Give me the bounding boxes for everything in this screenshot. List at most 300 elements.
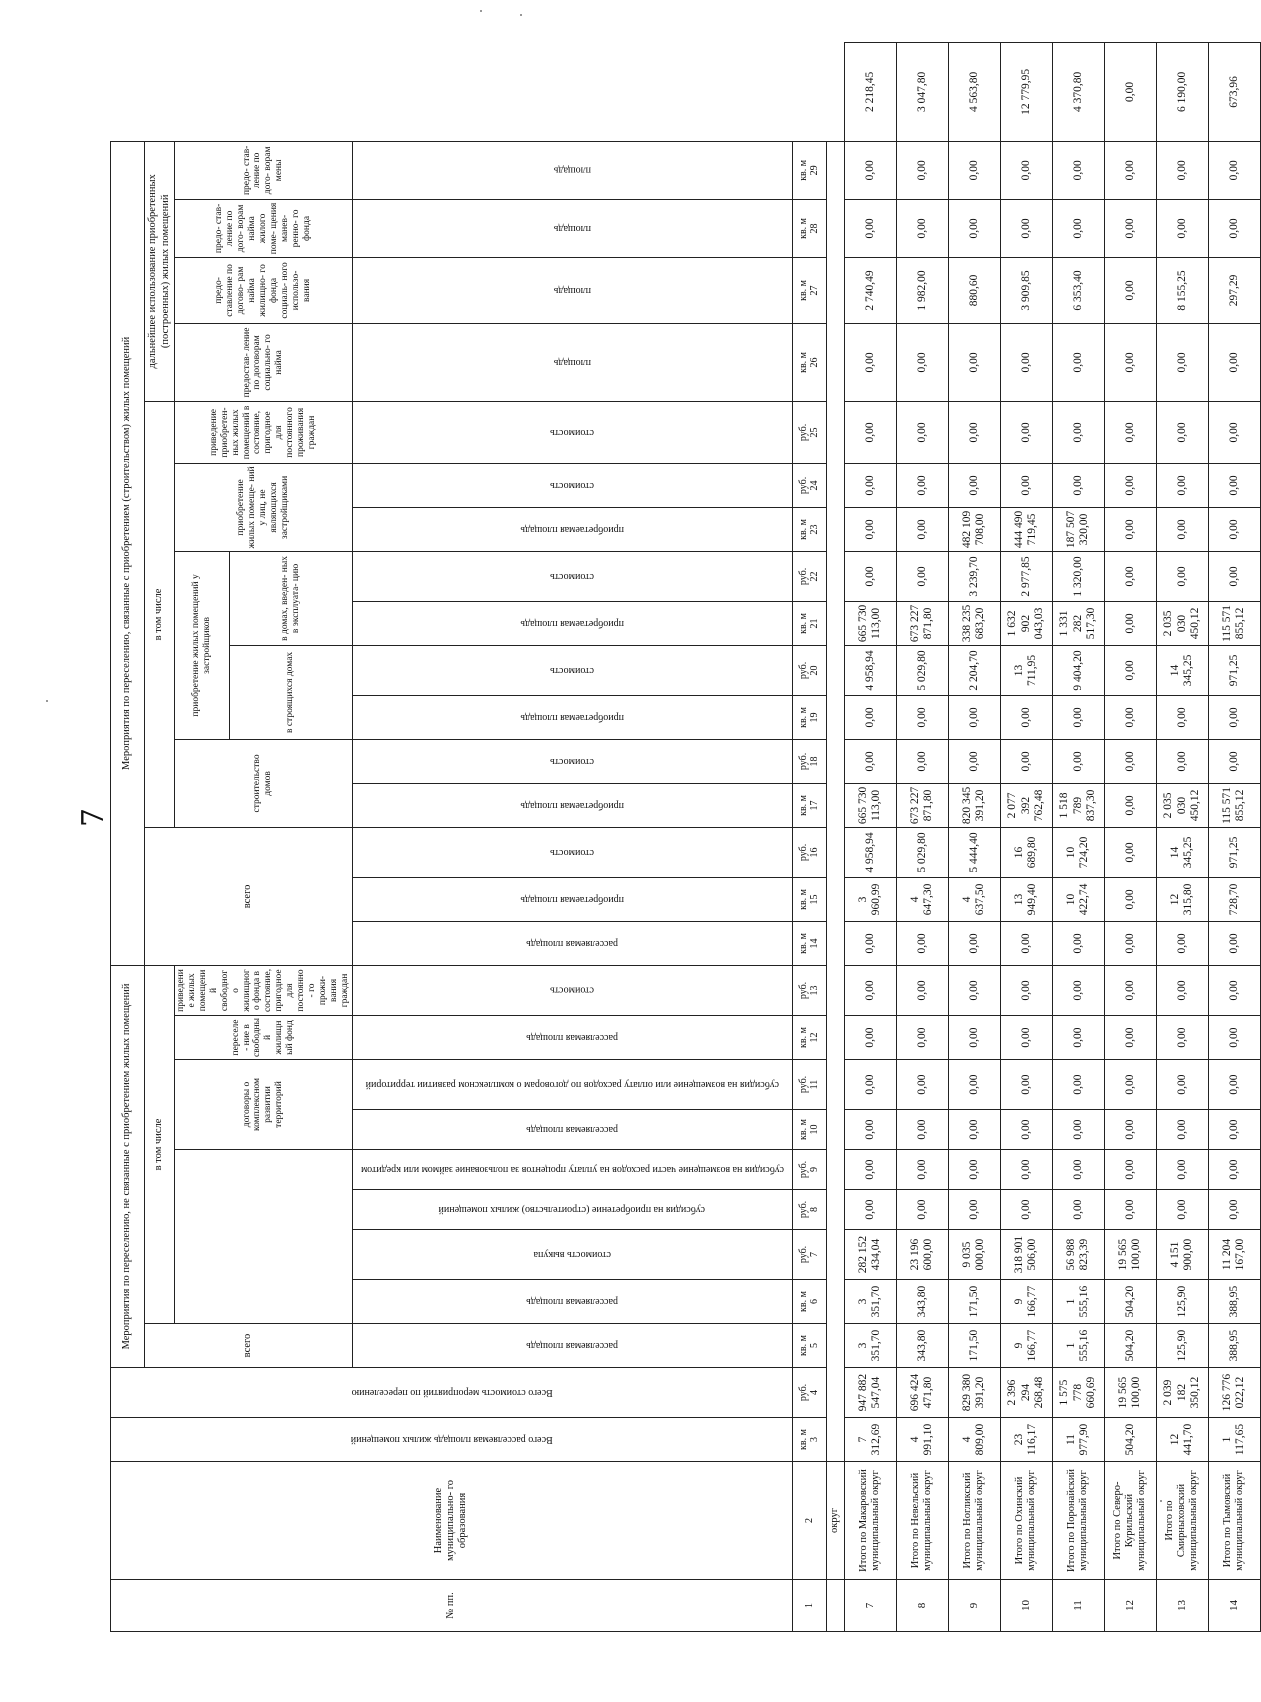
table-row [896, 43, 948, 1632]
header-privedenie-priobr: приведение приобретен- ных жилых помещений в состояние, пригодное для постоянного проживания граждан [175, 401, 353, 463]
row-municipality: Итого по Ногликский муниципальный округ [948, 1462, 1000, 1580]
cell-col-18: 0,00 [1208, 739, 1260, 783]
cell-col-25: 0,00 [896, 401, 948, 463]
cell-col-17: 2 035 030 450,12 [1156, 783, 1208, 827]
header-c23: приобретаемая площадь [352, 507, 792, 551]
col-number: 4 [809, 1390, 821, 1395]
table-row [844, 43, 896, 1632]
header-c16: стоимость [352, 827, 792, 877]
cell-col-23: 0,00 [1156, 507, 1208, 551]
cell-col-7: 4 151 900,00 [1156, 1230, 1208, 1280]
cell-col-26: 0,00 [948, 323, 1000, 401]
cell-col-9: 0,00 [1000, 1150, 1052, 1190]
cell-col-11: 0,00 [1000, 1060, 1052, 1110]
cell-col-17: 115 571 855,12 [1208, 783, 1260, 827]
header-group-not-acquisition: Мероприятия по переселению, не связанные с приобретением жилых помещений [111, 965, 145, 1367]
cell-col-6: 343,80 [896, 1280, 948, 1324]
col-number-1: 1 [792, 1580, 826, 1632]
cell-col-19: 0,00 [844, 695, 896, 739]
col-unit-12 [792, 1016, 826, 1060]
header-v-stroyash: в строящихся домах [229, 645, 352, 739]
cell-col-28: 0,00 [1052, 199, 1104, 257]
cell-col-10: 0,00 [1000, 1110, 1052, 1150]
col-number: 9 [809, 1167, 821, 1172]
cell-col-22: 2 977,85 [1000, 551, 1052, 601]
cell-col-11: 0,00 [1052, 1060, 1104, 1110]
cell-col-5: 1 555,16 [1052, 1324, 1104, 1368]
col-unit-7 [792, 1230, 826, 1280]
cell-col-7: 318 901 506,00 [1000, 1230, 1052, 1280]
cell-col-16: 971,25 [1208, 827, 1260, 877]
cell-col-24: 0,00 [844, 463, 896, 507]
cell-col-23: 0,00 [844, 507, 896, 551]
header-no: № пп. [111, 1580, 793, 1632]
col-unit-26 [792, 323, 826, 401]
row-municipality: Итого по Смирныховский муниципальный округ [1156, 1462, 1208, 1580]
row-municipality: Итого по Макаровский муниципальный округ [844, 1462, 896, 1580]
cell-col-26: 0,00 [1000, 323, 1052, 401]
cell-col-7: 282 152 434,04 [844, 1230, 896, 1280]
cell-col-11: 0,00 [948, 1060, 1000, 1110]
cell-col-15: 4 637,50 [948, 877, 1000, 921]
header-group-acquisition: Мероприятия по переселению, связанные с приобретением (строительством) жилых помещений [111, 141, 145, 965]
cell-col-10: 0,00 [1156, 1110, 1208, 1150]
cell-col-21: 1 331 282 517,30 [1052, 601, 1104, 645]
cell-col-20: 13 711,95 [1000, 645, 1052, 695]
cell-col-29: 0,00 [1208, 141, 1260, 199]
col-number: 17 [809, 800, 821, 811]
header-c17: приобретаемая площадь [352, 783, 792, 827]
cell-col-15: 12 315,80 [1156, 877, 1208, 921]
cell-col-4: 2 039 182 350,12 [1156, 1368, 1208, 1418]
cell-col-22: 0,00 [1104, 551, 1156, 601]
cell-col-26: 0,00 [896, 323, 948, 401]
cell-col-12: 0,00 [948, 1016, 1000, 1060]
cell-col-20: 2 204,70 [948, 645, 1000, 695]
cell-col-30: 673,96 [1208, 43, 1260, 142]
cell-col-29: 0,00 [1052, 141, 1104, 199]
cell-col-22: 0,00 [1156, 551, 1208, 601]
col-unit-14 [792, 921, 826, 965]
rotated-table-container [110, 42, 1247, 1632]
col-unit-29 [792, 141, 826, 199]
col-unit-23 [792, 507, 826, 551]
header-priobr-u-zastr: приобретение жилых помещений у застройщиков [175, 551, 230, 739]
cell-col-30: 0,00 [1104, 43, 1156, 142]
col-number: 14 [809, 938, 821, 949]
col-unit-5 [792, 1324, 826, 1368]
cell-col-9: 0,00 [1052, 1150, 1104, 1190]
unit-label: кв. м [797, 1027, 809, 1048]
cell-col-25: 0,00 [1156, 401, 1208, 463]
row-number: 14 [1208, 1580, 1260, 1632]
okrug-cell-empty [826, 1580, 844, 1632]
cell-col-30: 4 563,80 [948, 43, 1000, 142]
cell-col-15: 3 960,99 [844, 877, 896, 921]
row-number: 12 [1104, 1580, 1156, 1632]
cell-col-24: 0,00 [1104, 463, 1156, 507]
header-c6: расселяемая площадь [352, 1280, 792, 1324]
col-unit-3 [792, 1418, 826, 1462]
cell-col-7: 56 988 823,39 [1052, 1230, 1104, 1280]
col-unit-10 [792, 1110, 826, 1150]
cell-col-7: 23 196 600,00 [896, 1230, 948, 1280]
header-dogovor-kr: договоры о комплексном развитии территорий [175, 1060, 353, 1150]
cell-col-4: 696 424 471,80 [896, 1368, 948, 1418]
header-c7: стоимость выкупа [352, 1230, 792, 1280]
cell-col-14: 0,00 [1156, 921, 1208, 965]
cell-col-14: 0,00 [1000, 921, 1052, 965]
cell-col-21: 0,00 [1104, 601, 1156, 645]
header-c18: стоимость [352, 739, 792, 783]
header-v-tom-chisle-1: в том числе [145, 965, 175, 1323]
unit-label: руб. [797, 1160, 809, 1179]
cell-col-12: 0,00 [1156, 1016, 1208, 1060]
col-number: 19 [809, 712, 821, 723]
cell-col-13: 0,00 [948, 965, 1000, 1015]
cell-col-12: 0,00 [1208, 1016, 1260, 1060]
cell-col-13: 0,00 [1208, 965, 1260, 1015]
cell-col-8: 0,00 [1208, 1190, 1260, 1230]
page-number: 7 [76, 807, 112, 828]
cell-col-22: 0,00 [896, 551, 948, 601]
unit-label: кв. м [797, 1119, 809, 1140]
cell-col-24: 0,00 [1052, 463, 1104, 507]
unit-label: руб. [797, 1075, 809, 1094]
units-row [792, 43, 826, 1632]
cell-col-27: 0,00 [1104, 257, 1156, 323]
cell-col-29: 0,00 [844, 141, 896, 199]
cell-col-28: 0,00 [844, 199, 896, 257]
cell-col-16: 14 345,25 [1156, 827, 1208, 877]
cell-col-12: 0,00 [896, 1016, 948, 1060]
col-number: 27 [809, 285, 821, 296]
col-number: 22 [809, 571, 821, 582]
cell-col-16: 10 724,20 [1052, 827, 1104, 877]
table-row [1208, 43, 1260, 1632]
cell-col-29: 0,00 [1104, 141, 1156, 199]
cell-col-21: 665 730 113,00 [844, 601, 896, 645]
cell-col-24: 0,00 [1156, 463, 1208, 507]
cell-col-30: 2 218,45 [844, 43, 896, 142]
cell-col-17: 0,00 [1104, 783, 1156, 827]
col-number: 23 [809, 524, 821, 535]
cell-col-3: 4 809,00 [948, 1418, 1000, 1462]
cell-col-20: 971,25 [1208, 645, 1260, 695]
unit-label: кв. м [797, 706, 809, 728]
cell-col-22: 3 239,70 [948, 551, 1000, 601]
cell-col-19: 0,00 [1156, 695, 1208, 739]
header-c15: приобретаемая площадь [352, 877, 792, 921]
col-unit-28 [792, 199, 826, 257]
col-number: 3 [809, 1437, 821, 1442]
header-total-area: Всего расселяемая площадь жилых помещений [111, 1418, 793, 1462]
cell-col-4: 1 575 778 660,69 [1052, 1368, 1104, 1418]
cell-col-9: 0,00 [896, 1150, 948, 1190]
cell-col-14: 0,00 [1104, 921, 1156, 965]
cell-col-21: 338 235 683,20 [948, 601, 1000, 645]
col-unit-9 [792, 1150, 826, 1190]
cell-col-29: 0,00 [1156, 141, 1208, 199]
cell-col-26: 0,00 [1052, 323, 1104, 401]
unit-label: руб. [797, 476, 809, 495]
header-v-vvedennyh: в домах, введен- ных в эксплуата- цию [229, 551, 352, 645]
cell-col-30: 3 047,80 [896, 43, 948, 142]
cell-col-11: 0,00 [1156, 1060, 1208, 1110]
cell-col-23: 187 507 320,00 [1052, 507, 1104, 551]
cell-col-16: 0,00 [1104, 827, 1156, 877]
cell-col-19: 0,00 [1052, 695, 1104, 739]
cell-col-25: 0,00 [1052, 401, 1104, 463]
cell-col-14: 0,00 [896, 921, 948, 965]
cell-col-14: 0,00 [844, 921, 896, 965]
col-unit-27 [792, 257, 826, 323]
header-c29: площадь [352, 141, 792, 199]
header-dalneyshee: дальнейшее использование приобретенных (построенных) жилых помещений [145, 141, 175, 401]
row-municipality: Итого по Невельский муниципальный округ [896, 1462, 948, 1580]
cell-col-7: 11 204 167,00 [1208, 1230, 1260, 1280]
header-c19: приобретаемая площадь [352, 695, 792, 739]
col-number: 21 [809, 618, 821, 629]
cell-col-5: 125,90 [1156, 1324, 1208, 1368]
header-v-tom-chisle-2: в том числе [145, 401, 175, 827]
cell-col-12: 0,00 [844, 1016, 896, 1060]
col-unit-18 [792, 739, 826, 783]
row-number: 9 [948, 1580, 1000, 1632]
col-number: 5 [809, 1343, 821, 1348]
cell-col-25: 0,00 [1104, 401, 1156, 463]
col-unit-22 [792, 551, 826, 601]
cell-col-11: 0,00 [844, 1060, 896, 1110]
header-c21: приобретаемая площадь [352, 601, 792, 645]
col-number: 26 [809, 357, 821, 368]
cell-col-8: 0,00 [1104, 1190, 1156, 1230]
header-predost-soc: предостав- ление по договорам социально- го найма [175, 323, 353, 401]
cell-col-8: 0,00 [1156, 1190, 1208, 1230]
col-number: 12 [809, 1032, 821, 1043]
header-c8: субсидия на приобретение (строительство) жилых помещений [352, 1190, 792, 1230]
col-unit-6 [792, 1280, 826, 1324]
row-number: 11 [1052, 1580, 1104, 1632]
cell-col-15: 728,70 [1208, 877, 1260, 921]
header-c11: субсидия на возмещение или оплату расходов по договорам о комплексном развитии территорий [352, 1060, 792, 1110]
cell-col-9: 0,00 [1104, 1150, 1156, 1190]
col-unit-17 [792, 783, 826, 827]
resettlement-table [110, 42, 1261, 1632]
cell-col-24: 0,00 [896, 463, 948, 507]
cell-col-30: 6 190,00 [1156, 43, 1208, 142]
scan-speck [480, 10, 482, 12]
cell-col-12: 0,00 [1000, 1016, 1052, 1060]
col-unit-20 [792, 645, 826, 695]
col-unit-13 [792, 965, 826, 1015]
cell-col-26: 0,00 [844, 323, 896, 401]
cell-col-4: 126 776 022,12 [1208, 1368, 1260, 1418]
cell-col-11: 0,00 [1104, 1060, 1156, 1110]
cell-col-21: 1 632 902 043,03 [1000, 601, 1052, 645]
scan-speck [46, 700, 48, 702]
cell-col-20: 4 958,94 [844, 645, 896, 695]
unit-label: руб. [797, 843, 809, 862]
header-vsego-1: всего [145, 1324, 353, 1368]
col-number: 29 [809, 165, 821, 176]
header-total-cost: Всего стоимость мероприятий по переселению [111, 1368, 793, 1418]
cell-col-3: 1 117,65 [1208, 1418, 1260, 1462]
unit-label: руб. [797, 661, 809, 680]
data-body [844, 43, 1260, 1632]
header-predost-meny: предо- став- ление по дого- ворам мены [175, 141, 353, 199]
unit-label: кв. м [797, 1291, 809, 1312]
cell-col-3: 23 116,17 [1000, 1418, 1052, 1462]
cell-col-30: 12 779,95 [1000, 43, 1052, 142]
cell-col-23: 0,00 [896, 507, 948, 551]
cell-col-5: 3 351,70 [844, 1324, 896, 1368]
col-number: 11 [809, 1079, 821, 1090]
header-c12: расселяемая площадь [352, 1016, 792, 1060]
header-c25: стоимость [352, 401, 792, 463]
cell-col-8: 0,00 [844, 1190, 896, 1230]
cell-col-16: 5 444,40 [948, 827, 1000, 877]
cell-col-19: 0,00 [1208, 695, 1260, 739]
cell-col-21: 673 227 871,80 [896, 601, 948, 645]
col-unit-15 [792, 877, 826, 921]
cell-col-28: 0,00 [1156, 199, 1208, 257]
cell-col-13: 0,00 [896, 965, 948, 1015]
cell-col-10: 0,00 [896, 1110, 948, 1150]
cell-col-6: 1 555,16 [1052, 1280, 1104, 1324]
cell-col-23: 482 109 708,00 [948, 507, 1000, 551]
cell-col-26: 0,00 [1104, 323, 1156, 401]
cell-col-6: 504,20 [1104, 1280, 1156, 1324]
cell-col-17: 1 518 789 837,30 [1052, 783, 1104, 827]
cell-col-13: 0,00 [1104, 965, 1156, 1015]
cell-col-10: 0,00 [844, 1110, 896, 1150]
cell-col-15: 0,00 [1104, 877, 1156, 921]
cell-col-20: 0,00 [1104, 645, 1156, 695]
cell-col-29: 0,00 [1000, 141, 1052, 199]
cell-col-25: 0,00 [1208, 401, 1260, 463]
header-c20: стоимость [352, 645, 792, 695]
cell-col-4: 947 882 547,04 [844, 1368, 896, 1418]
row-municipality: Итого по Тымовский муниципальный округ [1208, 1462, 1260, 1580]
row-municipality: Итого по Поронайский муниципальный округ [1052, 1462, 1104, 1580]
row-number: 7 [844, 1580, 896, 1632]
col-number: 10 [809, 1124, 821, 1135]
cell-col-3: 504,20 [1104, 1418, 1156, 1462]
row-number: 8 [896, 1580, 948, 1632]
unit-label: руб. [797, 981, 809, 1000]
cell-col-27: 2 740,49 [844, 257, 896, 323]
cell-col-21: 115 571 855,12 [1208, 601, 1260, 645]
cell-col-28: 0,00 [948, 199, 1000, 257]
cell-col-22: 0,00 [1208, 551, 1260, 601]
unit-label: руб. [797, 1200, 809, 1219]
col-number: 8 [809, 1207, 821, 1212]
cell-col-26: 0,00 [1156, 323, 1208, 401]
cell-col-16: 5 029,80 [896, 827, 948, 877]
scan-speck [520, 14, 522, 16]
cell-col-5: 388,95 [1208, 1324, 1260, 1368]
row-number: 10 [1000, 1580, 1052, 1632]
cell-col-19: 0,00 [896, 695, 948, 739]
row-municipality: Итого по Охинский муниципальный округ [1000, 1462, 1052, 1580]
cell-col-13: 0,00 [844, 965, 896, 1015]
cell-col-5: 343,80 [896, 1324, 948, 1368]
cell-col-7: 19 565 100,00 [1104, 1230, 1156, 1280]
unit-label: кв. м [797, 217, 809, 239]
okrug-filler [826, 141, 844, 1461]
table-row [1052, 43, 1104, 1632]
cell-col-27: 8 155,25 [1156, 257, 1208, 323]
cell-col-23: 0,00 [1208, 507, 1260, 551]
col-number: 18 [809, 756, 821, 767]
cell-col-7: 9 035 000,00 [948, 1230, 1000, 1280]
cell-col-29: 0,00 [896, 141, 948, 199]
header-stroitelstvo: строительство домов [175, 739, 353, 827]
cell-col-17: 820 345 391,20 [948, 783, 1000, 827]
header-c13: стоимость [352, 965, 792, 1015]
cell-col-9: 0,00 [948, 1150, 1000, 1190]
header-c10: расселяемая площадь [352, 1110, 792, 1150]
header-c5: расселяемая площадь [352, 1324, 792, 1368]
col-number: 16 [809, 847, 821, 858]
cell-col-27: 3 909,85 [1000, 257, 1052, 323]
cell-col-23: 444 490 719,45 [1000, 507, 1052, 551]
header-priobr-u-lic: приобретение жилых помеще- ний у лиц, не являющихся застройщиками [175, 463, 353, 551]
col-number: 7 [809, 1252, 821, 1257]
unit-label: кв. м [797, 612, 809, 634]
unit-label: кв. м [797, 1429, 809, 1450]
okrug-row [826, 43, 844, 1632]
cell-col-3: 12 441,70 [1156, 1418, 1208, 1462]
col-unit-24 [792, 463, 826, 507]
cell-col-26: 0,00 [1208, 323, 1260, 401]
cell-col-11: 0,00 [1208, 1060, 1260, 1110]
cell-col-5: 504,20 [1104, 1324, 1156, 1368]
col-unit-8 [792, 1190, 826, 1230]
cell-col-4: 829 380 391,20 [948, 1368, 1000, 1418]
cell-col-4: 19 565 100,00 [1104, 1368, 1156, 1418]
header-c26: площадь [352, 323, 792, 401]
cell-col-15: 13 949,40 [1000, 877, 1052, 921]
cell-col-28: 0,00 [1104, 199, 1156, 257]
cell-col-28: 0,00 [896, 199, 948, 257]
cell-col-19: 0,00 [1000, 695, 1052, 739]
header-vsego-2: всего [145, 827, 353, 965]
header-c28: площадь [352, 199, 792, 257]
cell-col-6: 9 166,77 [1000, 1280, 1052, 1324]
cell-col-17: 673 227 871,80 [896, 783, 948, 827]
unit-label: руб. [797, 423, 809, 442]
header-c14: расселяемая площадь [352, 921, 792, 965]
cell-col-5: 9 166,77 [1000, 1324, 1052, 1368]
cell-col-15: 10 422,74 [1052, 877, 1104, 921]
cell-col-27: 297,29 [1208, 257, 1260, 323]
header-pereselenie-svob: переселе- ние в свободный жилищный фонд [175, 1016, 353, 1060]
col-number: 20 [809, 665, 821, 676]
cell-col-18: 0,00 [1104, 739, 1156, 783]
cell-col-6: 3 351,70 [844, 1280, 896, 1324]
col-number: 15 [809, 894, 821, 905]
cell-col-13: 0,00 [1000, 965, 1052, 1015]
cell-col-24: 0,00 [948, 463, 1000, 507]
cell-col-14: 0,00 [1052, 921, 1104, 965]
cell-col-18: 0,00 [948, 739, 1000, 783]
col-number: 25 [809, 427, 821, 438]
cell-col-12: 0,00 [1052, 1016, 1104, 1060]
cell-col-21: 2 035 030 450,12 [1156, 601, 1208, 645]
cell-col-28: 0,00 [1208, 199, 1260, 257]
